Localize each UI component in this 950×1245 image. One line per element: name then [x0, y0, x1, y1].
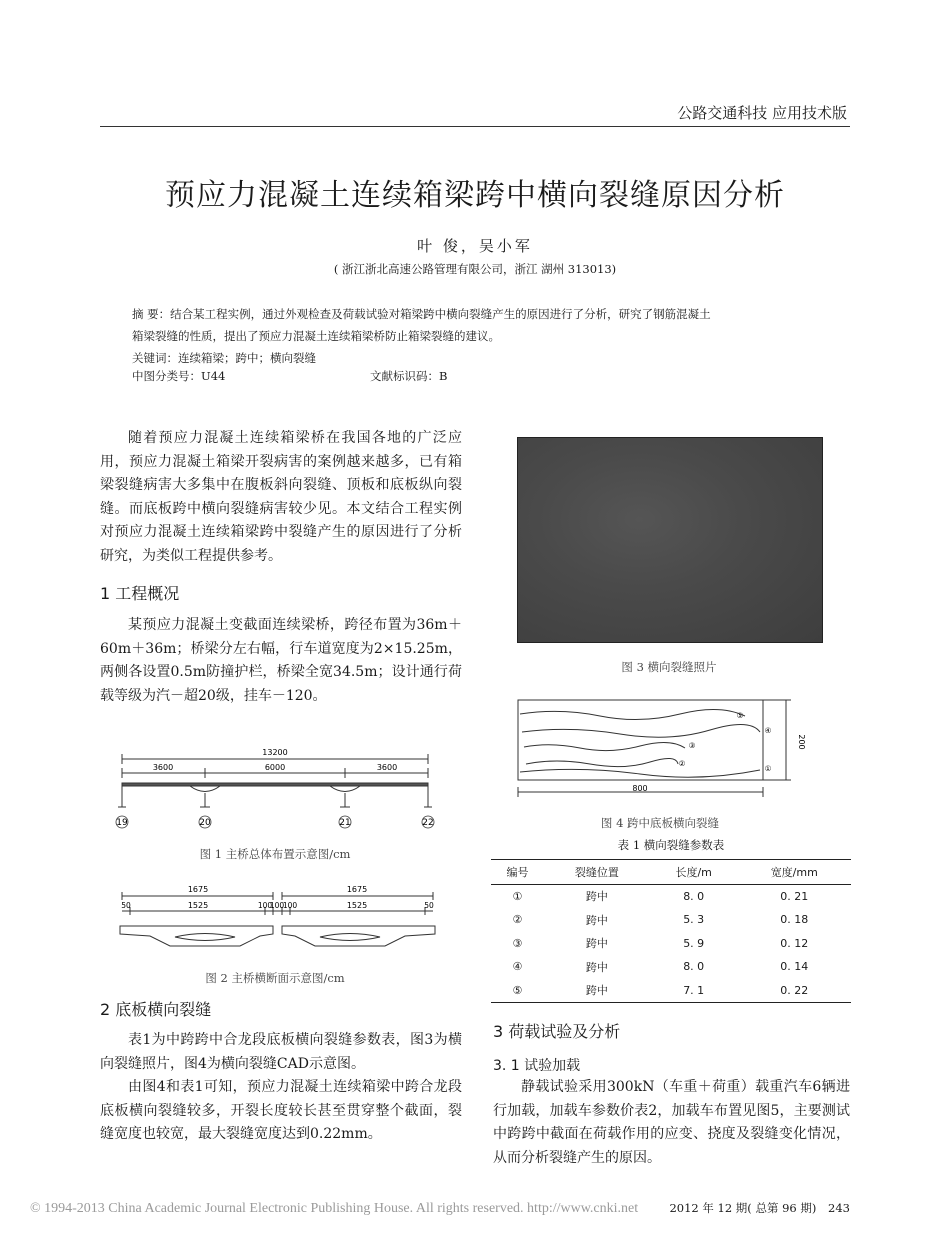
fig1-pier-label: 21: [339, 818, 351, 828]
table-cell: 0. 14: [780, 960, 809, 974]
table-row: [491, 884, 851, 908]
fig2-dim-label: 100: [257, 901, 273, 910]
intro-paragraph: 随着预应力混凝土连续箱梁桥在我国各地的广泛应用，预应力混凝土箱梁开裂病害的案例越来越多，已有箱梁裂缝病害大多集中在腹板斜向裂缝、顶板和底板纵向裂缝。而底板跨中横向裂缝病害较少见。本文结合工程实例对预应力混凝土连续箱梁跨中裂缝产生的原因进行了分析研究，为类似工程提供参考。: [100, 430, 462, 564]
table-cell: ⑤: [491, 979, 544, 1003]
col-header: 编号: [491, 860, 544, 885]
abstract: [132, 303, 832, 369]
fig4-crack-label: ③: [688, 741, 696, 750]
fig2-dim-label: 50: [121, 901, 131, 910]
figure-2-cross-section: [110, 884, 440, 964]
col-header: 宽度/mm: [738, 860, 851, 885]
table-cell: 跨中: [585, 890, 608, 904]
fig4-height-label: 200: [797, 734, 806, 750]
article-title: 预应力混凝土连续箱梁跨中横向裂缝原因分析: [165, 178, 785, 213]
fig2-right-width: 1675: [346, 885, 368, 894]
figure-2-caption: 图 2 主桥横断面示意图/cm: [205, 971, 345, 985]
fig2-dim-label: 1525: [187, 901, 209, 910]
section-1-paragraph: 某预应力混凝土变截面连续梁桥，跨径布置为36m＋60m＋36m；桥梁分左右幅，行车道宽度为2×15.25m，两侧各设置0.5m防撞护栏，桥梁全宽34.5m；设计通行荷载等级为汽－超20级，挂车－120。: [100, 617, 462, 704]
fig1-pier-label: 19: [116, 818, 128, 828]
figure-3-caption: 图 3 横向裂缝照片: [621, 660, 717, 674]
table-header-row: [491, 860, 851, 885]
fig1-total-length: 13200: [262, 748, 288, 757]
fig4-crack-label: ①: [764, 764, 772, 773]
abstract-line: 摘 要：结合某工程实例，通过外观检查及荷载试验对箱梁跨中横向裂缝产生的原因进行了分析，研究了钢筋混凝土: [132, 307, 711, 321]
issue-number: 2012 年 12 期( 总第 96 期): [669, 1201, 817, 1215]
table-cell: 0. 12: [780, 936, 809, 950]
section-3-text: [493, 1076, 850, 1170]
table-cell: 0. 21: [780, 889, 809, 903]
col-header: 裂缝位置: [544, 860, 650, 885]
section-1-text: [100, 614, 462, 708]
table-cell: ①: [512, 889, 523, 903]
section-2-paragraph: 表1为中跨跨中合龙段底板横向裂缝参数表，图3为横向裂缝照片，图4为横向裂缝CAD示意图。: [100, 1032, 462, 1072]
copyright-watermark: © 1994-2013 China Academic Journal Electronic Publishing House. All rights reserved. http://www.cnki.net: [30, 1201, 639, 1216]
table-cell: 7. 1: [650, 979, 738, 1003]
affiliation: ( 浙江浙北高速公路管理有限公司，浙江 湖州 313013): [333, 262, 617, 276]
table-cell: 8. 0: [683, 889, 705, 903]
fig2-dim-label: 50: [424, 901, 434, 910]
fig2-dim-label: 100: [282, 901, 298, 910]
table-cell: ②: [512, 913, 523, 927]
fig1-pier-label: 22: [422, 818, 434, 828]
fig2-dim-label: 100: [269, 901, 285, 910]
table-1-crack-parameters: [491, 859, 851, 1003]
table-cell: 0. 22: [738, 979, 851, 1003]
section-2-text: [100, 1029, 462, 1147]
section-3-paragraph: 静载试验采用300kN（车重＋荷重）载重汽车6辆进行加载，加载车参数价表2，加载车布置见图5，主要测试中跨跨中截面在荷载作用的应变、挠度及裂缝变化情况，从而分析裂缝产生的原因。: [493, 1079, 850, 1166]
section-3-1-heading: 3. 1 试验加载: [493, 1058, 581, 1074]
figure-4-caption: 图 4 跨中底板横向裂缝: [600, 816, 720, 830]
col-header: 长度/m: [650, 860, 738, 885]
fig4-crack-label: ⑤: [736, 711, 744, 720]
table-row: [491, 979, 851, 1003]
issue-info: [669, 1200, 850, 1216]
fig1-span-label: 3600: [152, 763, 174, 772]
table-row: [491, 908, 851, 932]
abstract-line: 箱梁裂缝的性质，提出了预应力混凝土连续箱梁桥防止箱梁裂缝的建议。: [132, 329, 500, 343]
table-cell: ④: [512, 960, 523, 974]
fig1-pier-label: 20: [199, 818, 211, 828]
clc-number: 中图分类号：U44: [132, 369, 226, 383]
table-cell: 8. 0: [683, 960, 705, 974]
figure-1-bridge-layout: [110, 745, 440, 835]
fig2-left-width: 1675: [187, 885, 209, 894]
table-cell: 0. 18: [780, 913, 809, 927]
authors: 叶 俊，吴小军: [417, 237, 533, 255]
page-number: 243: [828, 1201, 850, 1215]
section-3-heading: 3 荷载试验及分析: [493, 1022, 621, 1041]
header-rule: [100, 126, 850, 127]
fig1-span-label: 3600: [376, 763, 398, 772]
figure-3-crack-photo: [517, 437, 823, 643]
table-cell: 跨中: [585, 960, 608, 974]
table-cell: 5. 9: [683, 936, 705, 950]
table-1-title: 表 1 横向裂缝参数表: [617, 838, 725, 852]
fig2-dim-label: 1525: [346, 901, 368, 910]
journal-header: 公路交通科技 应用技术版: [677, 104, 847, 122]
intro-text: [100, 427, 462, 568]
table-cell: ③: [512, 936, 523, 950]
fig4-width-label: 800: [632, 784, 648, 793]
figure-1-caption: 图 1 主桥总体布置示意图/cm: [199, 847, 351, 861]
section-2-heading: 2 底板横向裂缝: [100, 1000, 212, 1019]
section-2-paragraph: 由图4和表1可知，预应力混凝土连续箱梁中跨合龙段底板横向裂缝较多，开裂长度较长甚至贯穿整个截面，裂缝宽度也较宽，最大裂缝宽度达到0.22mm。: [100, 1079, 462, 1142]
section-1-heading: 1 工程概况: [100, 584, 180, 603]
document-code: 文献标识码：B: [370, 369, 448, 383]
table-row: [491, 932, 851, 956]
table-cell: 跨中: [544, 979, 650, 1003]
fig4-crack-label: ②: [678, 759, 686, 768]
table-cell: 5. 3: [683, 913, 705, 927]
table-row: [491, 955, 851, 979]
table-cell: 跨中: [585, 937, 608, 951]
fig1-span-label: 6000: [264, 763, 286, 772]
keywords: 关键词：连续箱梁；跨中；横向裂缝: [132, 351, 316, 365]
fig4-crack-label: ④: [764, 726, 772, 735]
figure-4-crack-cad: [510, 692, 810, 804]
table-cell: 跨中: [585, 913, 608, 927]
